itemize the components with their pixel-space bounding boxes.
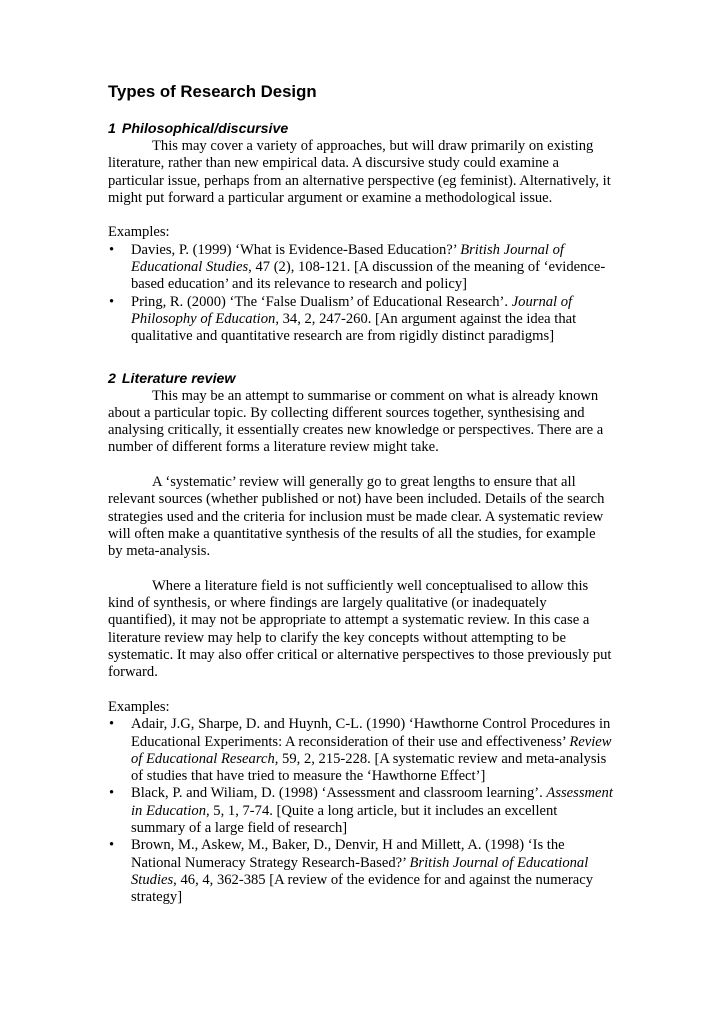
- examples-label: Examples:: [108, 698, 170, 715]
- section-heading: [108, 370, 613, 388]
- section-philosophical-discursive: [108, 120, 613, 346]
- bullet-icon: •: [109, 716, 115, 733]
- paragraph: This may cover a variety of approaches, but will draw primarily on existing literature, rather than new empirical data. A discursive study could examine a particular issue, perhaps from an alternative perspective (eg feminist). Alternatively, it might put forward a particular argument or examine a methodological issue.: [108, 138, 611, 206]
- bullet-icon: •: [109, 785, 115, 802]
- list-item: • Brown, M., Askew, M., Baker, D., Denvir, H and Millett, A. (1998) ‘Is the National Numeracy Strategy Research-Based?’ British Journal of Educational Studies, 46, 4, 362-385 [A review of the evidence for and against the numeracy strategy]: [109, 837, 594, 906]
- examples-list: [108, 242, 613, 346]
- document-page: [108, 82, 613, 906]
- bullet-icon: •: [109, 241, 115, 258]
- list-item: • Davies, P. (1999) ‘What is Evidence-Based Education?’ British Journal of Educational Studies, 47 (2), 108-121. [A discussion of the meaning of ‘evidence-based education’ and its relevance to research and policy]: [109, 241, 606, 293]
- bullet-icon: •: [109, 293, 115, 310]
- section-literature-review: [108, 370, 613, 907]
- section-heading: [108, 120, 613, 138]
- section-title: Literature review: [121, 370, 236, 387]
- paragraph: Where a literature field is not sufficiently well conceptualised to allow this kind of synthesis, or where findings are largely qualitative (or inadequately quantified), it may not be appropriate to attempt a systematic review. In this case a literature review may help to clarify the key concepts without attempting to be systematic. It may also offer critical or alternative perspectives to those previously put forward.: [108, 577, 612, 681]
- section-number: 2: [108, 370, 116, 387]
- list-item: • Adair, J.G, Sharpe, D. and Huynh, C-L. (1990) ‘Hawthorne Control Procedures in Educational Experiments: A reconsideration of their use and effectiveness’ Review of Educational Research, 59, 2, 215-228. [A systematic review and meta-analysis of studies that have tried to measure the ‘Hawthorne Effect’]: [109, 716, 612, 785]
- list-item: • Pring, R. (2000) ‘The ‘False Dualism’ of Educational Research’. Journal of Philosophy of Education, 34, 2, 247-260. [An argument against the idea that qualitative and quantitative research are from rigidly distinct paradigms]: [109, 293, 577, 345]
- paragraph: This may be an attempt to summarise or comment on what is already known about a particular topic. By collecting different sources together, synthesising and analysing critically, it essentially creates new knowledge or perspectives. There are a number of different forms a literature review might take.: [108, 387, 604, 456]
- bullet-icon: •: [109, 837, 115, 854]
- examples-label: Examples:: [108, 224, 170, 241]
- examples-list: [108, 716, 613, 906]
- section-number: 1: [108, 121, 116, 137]
- section-title: Philosophical/discursive: [121, 121, 289, 137]
- paragraph: A ‘systematic’ review will generally go to great lengths to ensure that all relevant sources (whether published or not) have been included. Details of the search strategies used and the criteria for inclusion must be made clear. A systematic review will often make a quantitative synthesis of the results of all the studies, for example by meta-analysis.: [108, 474, 605, 560]
- document-title: Types of Research Design: [108, 82, 317, 101]
- list-item: • Black, P. and Wiliam, D. (1998) ‘Assessment and classroom learning’. Assessment in Education, 5, 1, 7-74. [Quite a long article, but it includes an excellent summary of a large field of research]: [109, 785, 613, 836]
